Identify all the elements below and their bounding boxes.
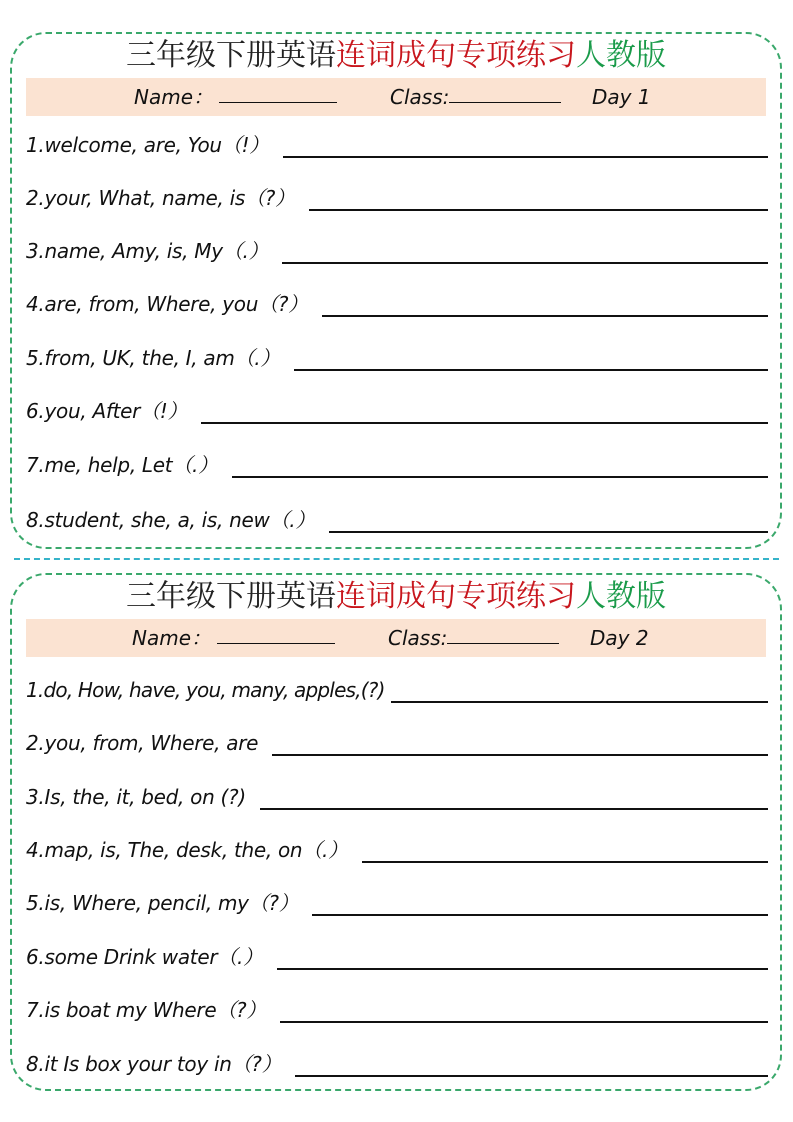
- question-text: 7.is boat my Where（?）: [26, 998, 267, 1022]
- question-text: 3.name, Amy, is, My（.）: [26, 239, 269, 263]
- question-row: [26, 505, 768, 535]
- answer-line[interactable]: [322, 315, 768, 317]
- question-text: 8.student, she, a, is, new（.）: [26, 508, 316, 532]
- question-row: [26, 835, 768, 865]
- name-field: [132, 619, 211, 657]
- title-part-grade: 三年级下册英语: [126, 38, 336, 73]
- question-text: 3.Is, the, it, bed, on (?): [26, 785, 246, 809]
- question-text: 1.do, How, have, you, many, apples,(?): [26, 678, 385, 702]
- day-label: Day 1: [592, 85, 651, 109]
- title-part-edition: 人教版: [576, 38, 666, 73]
- name-blank[interactable]: [219, 78, 337, 103]
- question-text: 7.me, help, Let（.）: [26, 453, 218, 477]
- question-row: [26, 728, 768, 758]
- question-row: [26, 782, 768, 812]
- answer-line[interactable]: [280, 1021, 768, 1023]
- question-row: [26, 343, 768, 373]
- worksheet-title: [12, 577, 780, 617]
- class-blank[interactable]: [449, 78, 561, 103]
- answer-line[interactable]: [232, 476, 768, 478]
- answer-line[interactable]: [272, 754, 768, 756]
- answer-line[interactable]: [294, 369, 768, 371]
- worksheet-title: [12, 36, 780, 76]
- answer-line[interactable]: [201, 422, 768, 424]
- question-row: [26, 450, 768, 480]
- info-bar: [26, 619, 766, 657]
- question-text: 4.are, from, Where, you（?）: [26, 292, 308, 316]
- name-field: [134, 78, 213, 116]
- title-part-edition: 人教版: [576, 579, 666, 614]
- question-row: [26, 675, 768, 705]
- question-row: [26, 995, 768, 1025]
- name-label: Name：: [132, 626, 212, 650]
- class-label: Class:: [388, 626, 448, 650]
- answer-line[interactable]: [260, 808, 768, 810]
- cut-divider: [14, 558, 779, 560]
- name-label: Name：: [134, 85, 214, 109]
- answer-line[interactable]: [277, 968, 768, 970]
- question-row: [26, 130, 768, 160]
- answer-line[interactable]: [295, 1075, 768, 1077]
- question-text: 5.from, UK, the, I, am（.）: [26, 346, 280, 370]
- question-text: 4.map, is, The, desk, the, on（.）: [26, 838, 348, 862]
- question-row: [26, 942, 768, 972]
- question-text: 2.you, from, Where, are: [26, 731, 259, 755]
- name-blank[interactable]: [217, 619, 335, 644]
- answer-line[interactable]: [391, 701, 768, 703]
- worksheet-day-2: [10, 573, 782, 1091]
- question-row: [26, 289, 768, 319]
- question-row: [26, 396, 768, 426]
- question-text: 5.is, Where, pencil, my（?）: [26, 891, 299, 915]
- question-text: 1.welcome, are, You（!）: [26, 133, 269, 157]
- answer-line[interactable]: [309, 209, 768, 211]
- question-text: 2.your, What, name, is（?）: [26, 186, 295, 210]
- question-row: [26, 888, 768, 918]
- answer-line[interactable]: [312, 914, 768, 916]
- day-label: Day 2: [590, 626, 649, 650]
- title-part-grade: 三年级下册英语: [126, 579, 336, 614]
- worksheet-day-1: [10, 32, 782, 549]
- question-row: [26, 1049, 768, 1079]
- answer-line[interactable]: [329, 531, 768, 533]
- question-row: [26, 183, 768, 213]
- question-row: [26, 236, 768, 266]
- class-blank[interactable]: [447, 619, 559, 644]
- info-bar: [26, 78, 766, 116]
- class-label: Class:: [390, 85, 450, 109]
- question-text: 6.you, After（!）: [26, 399, 188, 423]
- class-field: [388, 619, 447, 657]
- answer-line[interactable]: [362, 861, 768, 863]
- answer-line[interactable]: [282, 262, 768, 264]
- question-text: 8.it Is box your toy in（?）: [26, 1052, 282, 1076]
- title-part-topic: 连词成句专项练习: [336, 579, 576, 614]
- title-part-topic: 连词成句专项练习: [336, 38, 576, 73]
- class-field: [390, 78, 449, 116]
- answer-line[interactable]: [283, 156, 768, 158]
- question-text: 6.some Drink water（.）: [26, 945, 263, 969]
